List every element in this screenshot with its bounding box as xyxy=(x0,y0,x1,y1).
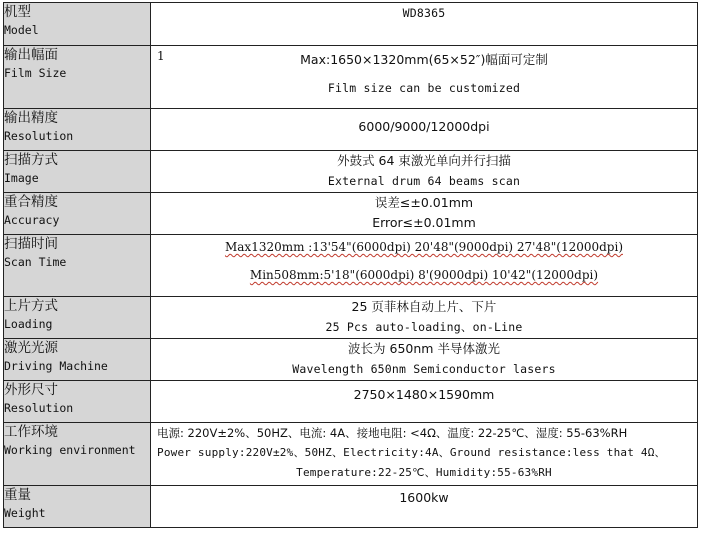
scan-mode-en: External drum 64 beams scan xyxy=(327,174,521,188)
row-label-cell xyxy=(4,109,151,151)
spec-row-laser xyxy=(4,339,698,381)
spec-row-loading xyxy=(4,297,698,339)
label-zh: 机型 xyxy=(4,4,31,20)
spec-row-image xyxy=(4,151,698,193)
label-zh: 外形尺寸 xyxy=(4,382,58,398)
row-value-cell xyxy=(151,297,698,339)
row-value-cell xyxy=(151,423,698,486)
accuracy-en: Error≤±0.01mm xyxy=(372,215,476,230)
label-en: Driving Machine xyxy=(4,359,108,373)
laser-zh: 波长为 650nm 半导体激光 xyxy=(348,341,500,356)
weight-value: 1600kw xyxy=(399,490,449,505)
row-value-cell xyxy=(151,46,698,109)
label-zh: 工作环境 xyxy=(4,424,58,440)
row-label-cell xyxy=(4,381,151,423)
row-label-cell xyxy=(4,486,151,528)
spec-row-accuracy xyxy=(4,193,698,235)
label-en: Weight xyxy=(4,506,46,520)
environment-en-1: Power supply:220V±2%、50HZ、Electricity:4A、Ground resistance:less that 4Ω、 xyxy=(157,446,666,459)
spec-table xyxy=(3,2,698,528)
spec-row-film-size xyxy=(4,46,698,109)
resolution-value: 6000/9000/12000dpi xyxy=(358,119,490,134)
row-value-cell xyxy=(151,151,698,193)
label-zh: 重量 xyxy=(4,487,31,503)
row-label-cell xyxy=(4,297,151,339)
row-value-cell xyxy=(151,3,698,46)
spec-row-scan-time xyxy=(4,235,698,297)
row-label-cell xyxy=(4,193,151,235)
film-size-customized: Film size can be customized xyxy=(327,81,521,95)
scan-time-max: Max1320mm :13'54"(6000dpi) 20'48"(9000dpi) 27'48"(12000dpi) xyxy=(224,240,623,254)
accuracy-zh: 误差≤±0.01mm xyxy=(374,195,474,210)
film-size-index: 1 xyxy=(157,49,165,63)
scan-time-min: Min508mm:5'18"(6000dpi) 8'(9000dpi) 10'42"(12000dpi) xyxy=(249,268,599,282)
environment-zh: 电源: 220V±2%、50HZ、电流: 4A、接地电阻: <4Ω、温度: 22-25℃、湿度: 55-63%RH xyxy=(157,426,628,440)
row-label-cell xyxy=(4,151,151,193)
label-en: Accuracy xyxy=(4,213,60,227)
label-en: Resolution xyxy=(4,401,74,415)
row-value-cell xyxy=(151,193,698,235)
label-zh: 扫描方式 xyxy=(4,152,58,168)
label-en: Model xyxy=(4,23,39,37)
model-value: WD8365 xyxy=(402,6,446,20)
spec-row-weight xyxy=(4,486,698,528)
film-size-max: Max:1650×1320mm(65×52″)幅面可定制 xyxy=(300,52,548,67)
loading-zh: 25 页菲林自动上片、下片 xyxy=(351,299,497,314)
label-zh: 激光光源 xyxy=(4,340,58,356)
laser-en: Wavelength 650nm Semiconductor lasers xyxy=(292,362,556,376)
label-zh: 输出精度 xyxy=(4,110,58,126)
label-zh: 上片方式 xyxy=(4,298,58,314)
spec-row-dimensions xyxy=(4,381,698,423)
label-en: Loading xyxy=(4,317,53,331)
label-en: Resolution xyxy=(4,129,74,143)
row-value-cell xyxy=(151,235,698,297)
row-label-cell xyxy=(4,46,151,109)
label-en: Film Size xyxy=(4,66,67,80)
row-label-cell xyxy=(4,3,151,46)
row-value-cell xyxy=(151,339,698,381)
spec-row-environment xyxy=(4,423,698,486)
row-label-cell xyxy=(4,423,151,486)
label-zh: 重合精度 xyxy=(4,194,58,210)
label-en: Image xyxy=(4,171,39,185)
label-en: Scan Time xyxy=(4,255,67,269)
label-zh: 扫描时间 xyxy=(4,236,58,252)
scan-mode-zh: 外鼓式 64 束激光单向并行扫描 xyxy=(337,153,511,168)
spec-row-model xyxy=(4,3,698,46)
label-zh: 输出幅面 xyxy=(4,47,58,63)
loading-en: 25 Pcs auto-loading、on-Line xyxy=(325,320,523,334)
row-value-cell xyxy=(151,486,698,528)
row-value-cell xyxy=(151,381,698,423)
row-label-cell xyxy=(4,235,151,297)
row-value-cell xyxy=(151,109,698,151)
row-label-cell xyxy=(4,339,151,381)
label-en: Working environment xyxy=(4,443,136,457)
environment-en-2: Temperature:22-25℃、Humidity:55-63%RH xyxy=(296,466,552,479)
dimensions-value: 2750×1480×1590mm xyxy=(353,387,495,402)
spec-row-resolution xyxy=(4,109,698,151)
